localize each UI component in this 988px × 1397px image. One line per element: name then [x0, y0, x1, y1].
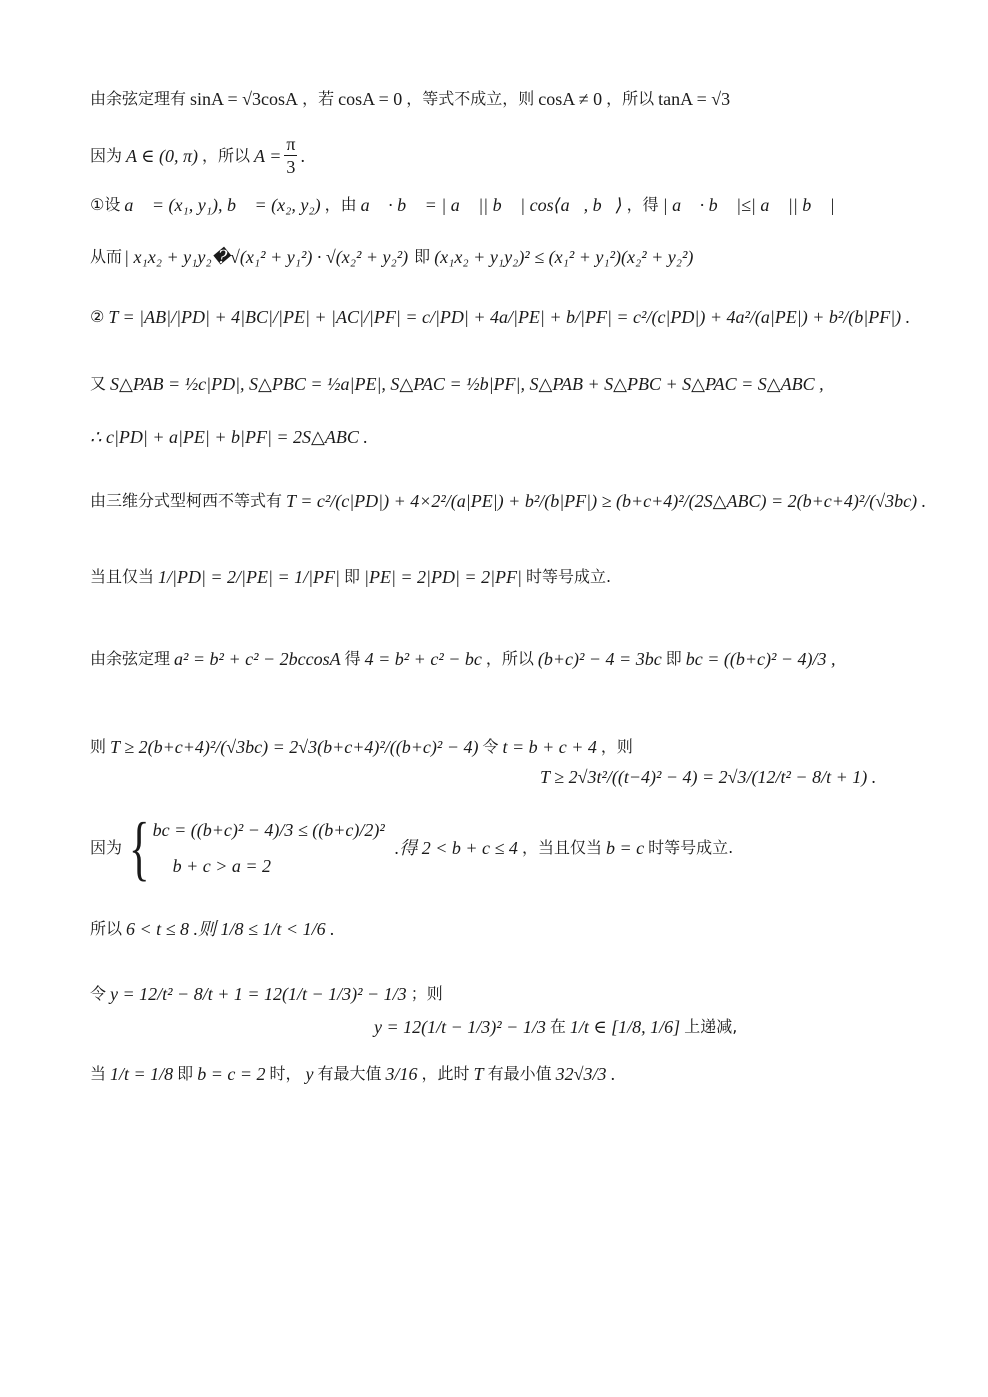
- formula: 32√3/3 .: [555, 1064, 616, 1084]
- text: 因为: [90, 145, 123, 165]
- formula: b = c = 2: [197, 1064, 266, 1084]
- formula: | x₁x₂ + y₁y₂�√(x₁² + y₁²) · √(x₂² + y₂²): [124, 247, 409, 267]
- text: 从而: [90, 247, 123, 266]
- text: 有最小值: [487, 1064, 552, 1083]
- formula: S△PAB = ½c|PD|, S△PBC = ½a|PE|, S△PAC = ½b|PF|, S△PAB + S△PBC + S△PAC = S△ABC ,: [110, 374, 824, 394]
- text: 由三维分式型柯西不等式有: [90, 491, 283, 510]
- line-8: [90, 492, 926, 510]
- line-11: [90, 738, 633, 756]
- text: 当且仅当: [90, 567, 155, 586]
- text: ②: [90, 307, 105, 326]
- formula: 3/16: [385, 1064, 418, 1084]
- system-row-2: b + c > a = 2: [172, 856, 272, 876]
- line-6: [90, 375, 824, 393]
- formula: b = c: [605, 838, 645, 858]
- formula: ∴ c|PD| + a|PE| + b|PF| = 2S△ABC .: [90, 427, 368, 447]
- text: 时等号成立.: [525, 567, 612, 586]
- text: 因为: [90, 838, 123, 857]
- formula: T ≥ 2√3t²/((t−4)² − 4) = 2√3/(12/t² − 8/t + 1) .: [540, 767, 877, 787]
- line-3: [90, 196, 839, 214]
- formula: T = |AB|/|PD| + 4|BC|/|PE| + |AC|/|PF| = c/|PD| + 4a/|PE| + b/|PF| = c²/(c|PD|) + 4a²/(a|PE|) + b²/(b|PF|) .: [108, 307, 911, 327]
- formula: a² = b² + c² − 2bccosA: [174, 649, 341, 669]
- line-9: [90, 568, 611, 586]
- line-10: [90, 650, 836, 668]
- text: 当: [90, 1064, 107, 1083]
- formula: (b+c)² − 4 = 3bc: [537, 649, 662, 669]
- line-14: [90, 985, 443, 1003]
- formula: y = 12/t² − 8/t + 1 = 12(1/t − 1/3)² − 1/3: [110, 984, 407, 1004]
- text: 在: [549, 1017, 566, 1036]
- text: ，得: [626, 195, 659, 214]
- text: 上递减,: [684, 1017, 738, 1036]
- text: 即: [414, 247, 431, 266]
- text: 令: [90, 984, 107, 1003]
- formula: sinA = √3cosA: [190, 89, 299, 109]
- text: 时，: [269, 1064, 302, 1083]
- formula: .得 2 < b + c ≤ 4: [394, 838, 518, 858]
- system-row-1: bc = ((b+c)² − 4)/3 ≤ ((b+c)/2)²: [152, 820, 385, 840]
- text: ，所以: [485, 649, 534, 668]
- formula: 1/|PD| = 2/|PE| = 1/|PF|: [158, 567, 340, 587]
- formula: (x₁x₂ + y₁y₂)² ≤ (x₁² + y₁²)(x₂² + y₂²): [434, 247, 694, 267]
- line-2: [90, 135, 305, 176]
- line-15: [90, 1065, 615, 1083]
- text: 又: [90, 374, 107, 393]
- numerator: π: [286, 134, 296, 154]
- formula: a⃗ = (x₁, y₁), b⃗ = (x₂, y₂): [124, 195, 321, 215]
- equation-system: [153, 821, 385, 875]
- text: 有最大值: [317, 1064, 382, 1083]
- text: ，此时: [421, 1064, 470, 1083]
- text: 即: [665, 649, 682, 668]
- text: 所以: [90, 919, 123, 938]
- formula: tanA = √3: [658, 89, 731, 109]
- formula: T = c²/(c|PD|) + 4×2²/(a|PE|) + b²/(b|PF|) ≥ (b+c+4)²/(2S△ABC) = 2(b+c+4)²/(√3bc) .: [286, 491, 927, 511]
- denominator: 3: [286, 157, 296, 177]
- formula: 1/t = 1/8: [110, 1064, 174, 1084]
- formula: y = 12(1/t − 1/3)² − 1/3: [374, 1017, 546, 1037]
- formula: |PE| = 2|PD| = 2|PF|: [364, 567, 522, 587]
- left-brace: {: [128, 808, 150, 888]
- line-14b: [370, 1018, 737, 1036]
- text: ，等式不成立，则: [406, 89, 535, 108]
- text: 即: [343, 567, 360, 586]
- text: 得: [344, 649, 361, 668]
- formula: cosA = 0: [338, 89, 403, 109]
- text: 令: [482, 737, 499, 756]
- formula: a⃗ · b⃗ = | a⃗ || b⃗ | cos⟨a⃗, b⃗⟩: [360, 195, 623, 215]
- formula: T ≥ 2(b+c+4)²/(√3bc) = 2√3(b+c+4)²/((b+c)² − 4): [110, 737, 479, 757]
- text: 由余弦定理有: [90, 89, 187, 108]
- text: 由余弦定理: [90, 649, 171, 668]
- line-1: [90, 90, 734, 108]
- line-11b: [540, 768, 876, 786]
- line-5: [90, 308, 910, 326]
- punct: .: [300, 145, 305, 166]
- text: 即: [177, 1064, 194, 1083]
- text: ①设: [90, 195, 121, 214]
- text: ；则: [410, 984, 443, 1003]
- text: ，则: [600, 737, 633, 756]
- text: 则: [90, 737, 107, 756]
- formula: 6 < t ≤ 8 .则 1/8 ≤ 1/t < 1/6 .: [126, 919, 335, 939]
- text: ，当且仅当: [521, 838, 602, 857]
- formula: cosA ≠ 0: [538, 89, 603, 109]
- line-12: [90, 808, 734, 888]
- formula: A =: [254, 145, 282, 166]
- text: ，所以: [202, 145, 251, 165]
- formula: y: [305, 1064, 314, 1084]
- formula: 1/t ∈ [1/8, 1/6]: [569, 1017, 681, 1037]
- formula: 4 = b² + c² − bc: [364, 649, 482, 669]
- line-7: [90, 428, 368, 446]
- line-13: [90, 920, 335, 938]
- text: 时等号成立.: [648, 838, 734, 857]
- text: ，由: [324, 195, 357, 214]
- formula: bc = ((b+c)² − 4)/3 ,: [685, 649, 836, 669]
- text: ，若: [302, 89, 335, 108]
- fraction: [284, 135, 297, 176]
- formula: | a⃗ · b⃗ |≤| a⃗ || b⃗ |: [662, 195, 835, 215]
- formula: t = b + c + 4: [502, 737, 597, 757]
- text: ，所以: [606, 89, 655, 108]
- formula: T: [473, 1064, 484, 1084]
- formula: A ∈ (0, π): [126, 145, 199, 166]
- line-4: [90, 248, 697, 266]
